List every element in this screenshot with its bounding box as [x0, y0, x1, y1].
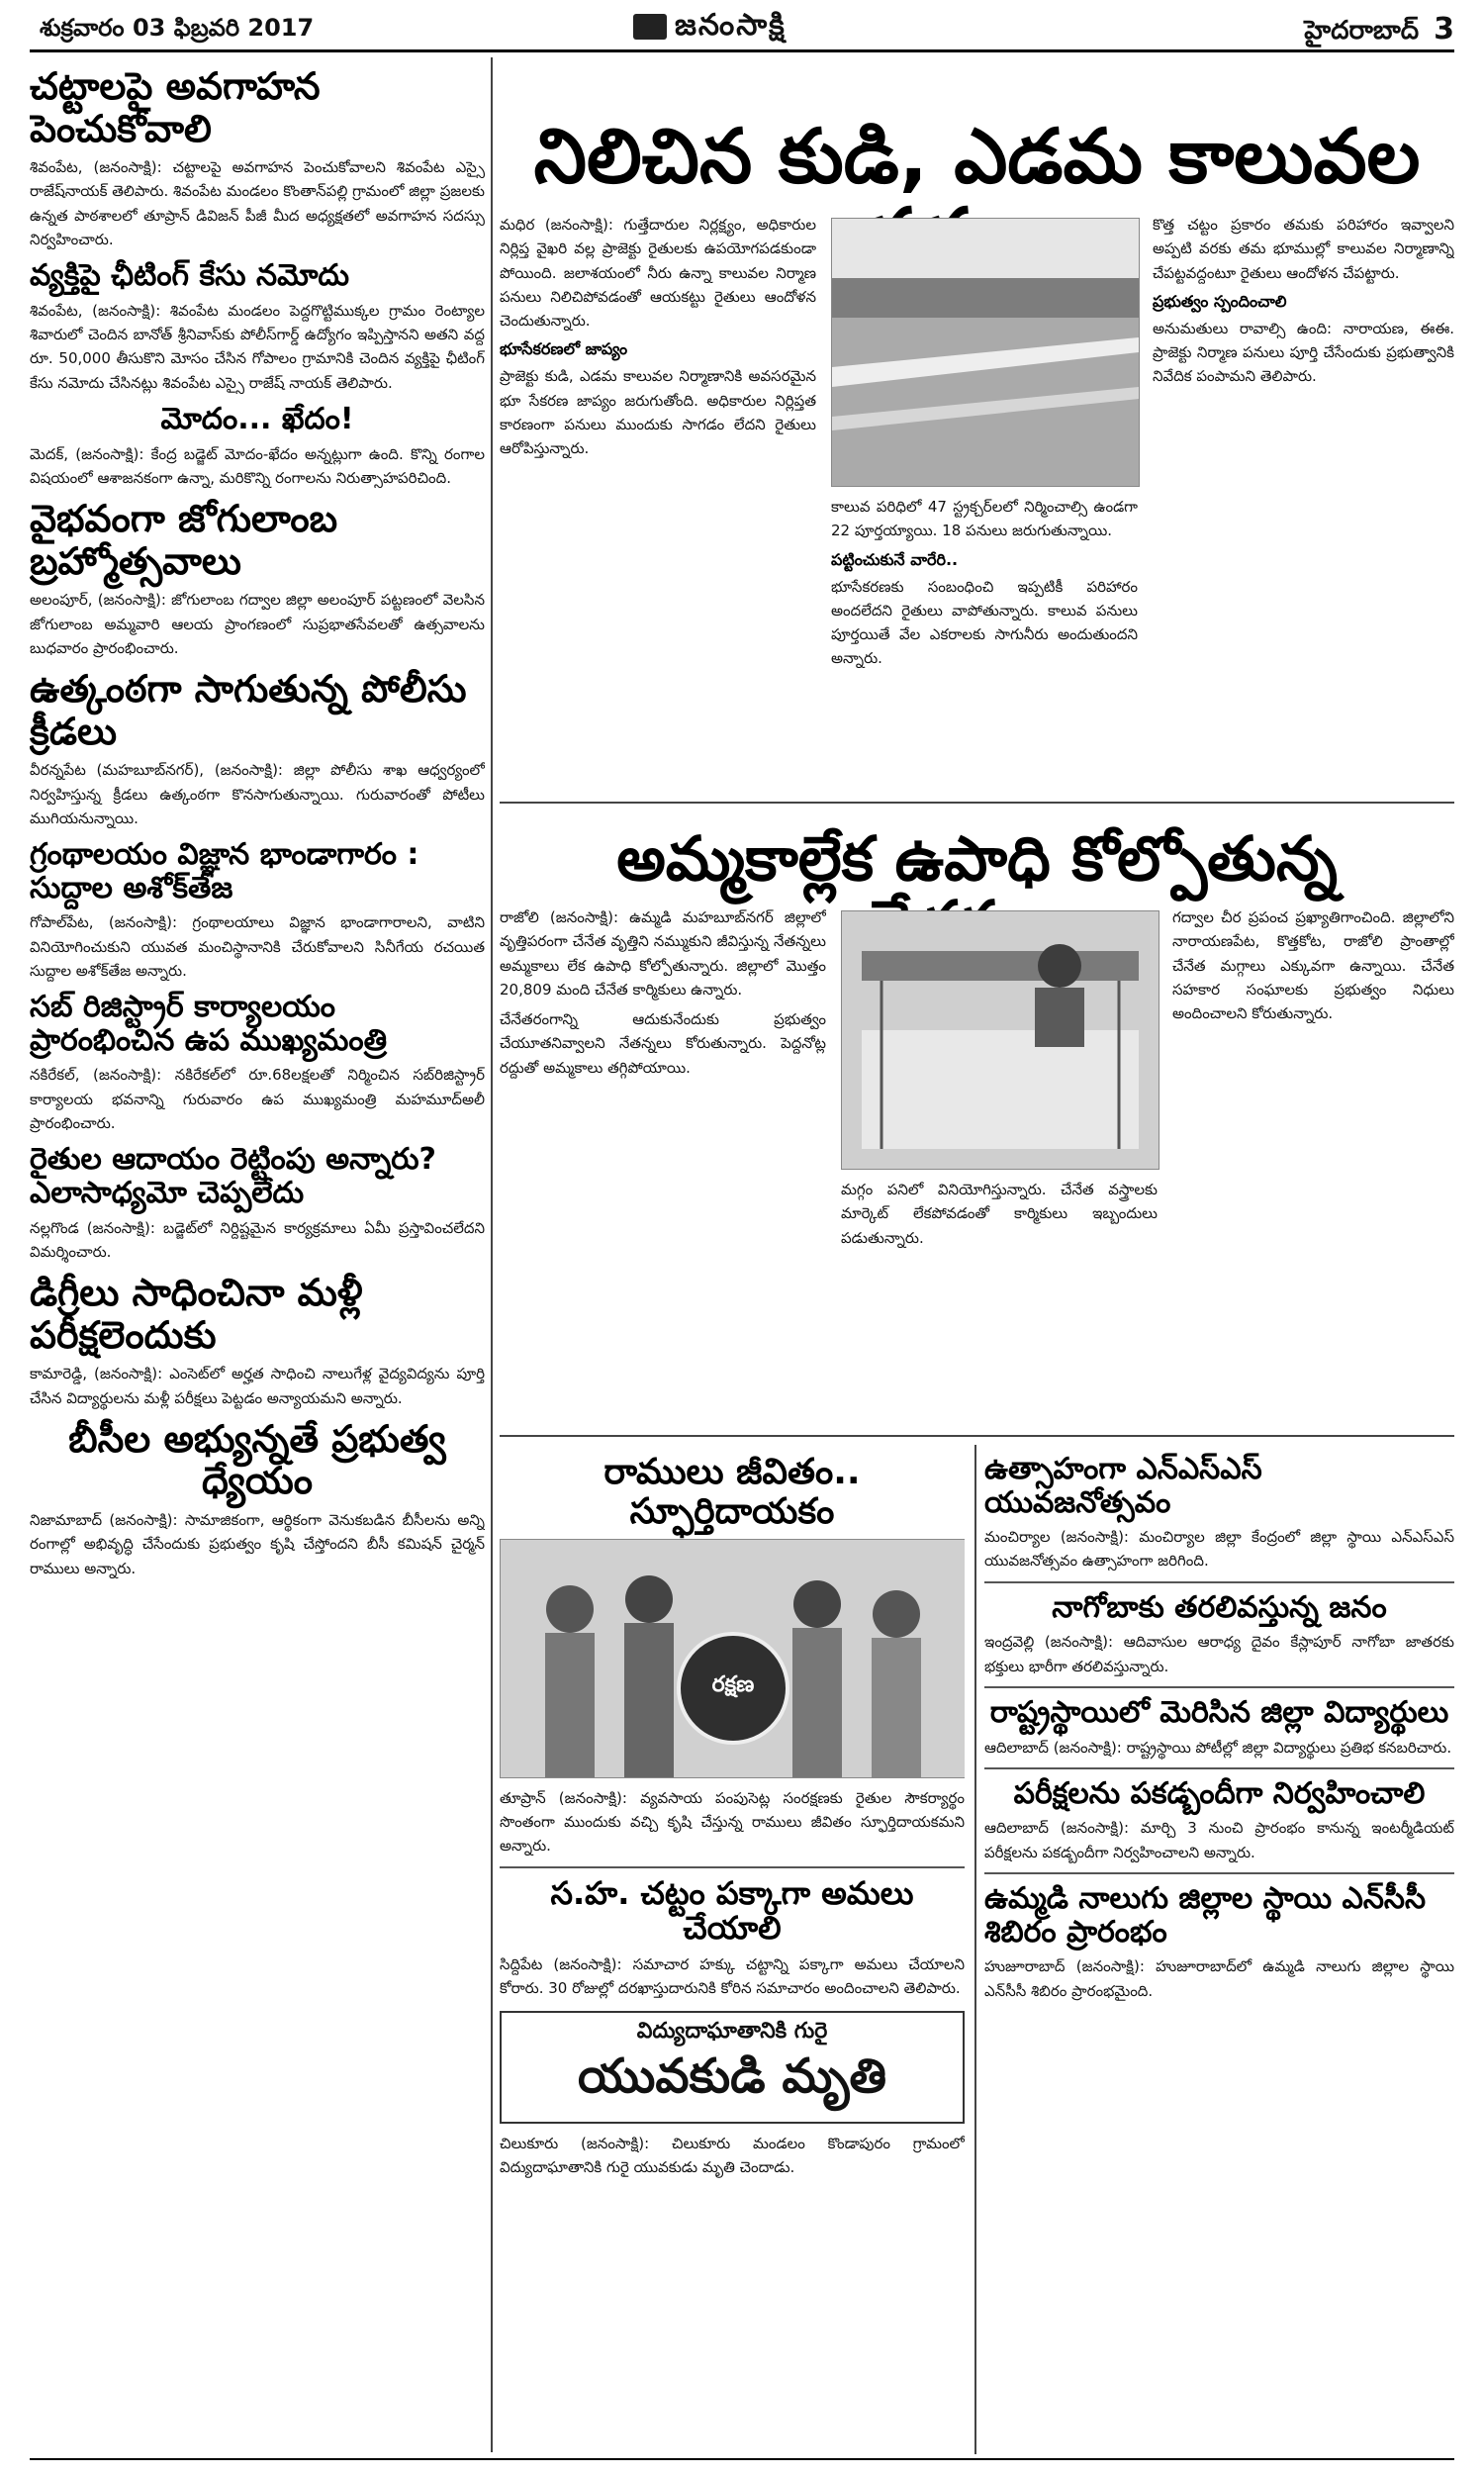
- article-headline: ఉమ్మడి నాలుగు జిల్లాల స్థాయి ఎన్‌సీసీ శిబిరం ప్రారంభం: [984, 1881, 1427, 1950]
- left-article-8: [30, 1143, 485, 1264]
- article-body: హుజూరాబాద్‌ (జనంసాక్షి): హుజూరాబాద్‌లో ఉమ్మడి నాలుగు జిల్లాల స్థాయి ఎన్‌సీసీ శిబిరం ప్రారంభమైంది.: [984, 1957, 1454, 2000]
- masthead-logo: [633, 8, 787, 49]
- article-body: మగ్గం పనిలో వినియోగిస్తున్నారు. చేనేత వస్త్రాలకు మార్కెట్‌ లేకపోవడంతో కార్మికులు ఇబ్బందులు పడుతున్నారు.: [841, 1181, 1158, 1247]
- left-article-1: [30, 65, 485, 251]
- article-headline: యువకుడి మృతి: [577, 2047, 886, 2104]
- article-body: కామారెడ్డి, (జనంసాక్షి): ఎంసెట్‌లో అర్హత సాధించి నాలుగేళ్ల వైద్యవిద్యను పూర్తి చేసిన విద్యార్థులను మళ్లీ పరీక్షలు పెట్టడం అన్యాయమని అన్నారు.: [30, 1365, 485, 1407]
- divider: [984, 1872, 1454, 1874]
- right-article-1: [984, 1453, 1454, 1573]
- logo-mark-icon: [633, 14, 667, 40]
- masthead-rule: [30, 49, 1454, 52]
- article-body: రాజోలి (జనంసాక్షి): ఉమ్మడి మహబూబ్‌నగర్‌ జిల్లాలో వృత్తిపరంగా చేనేత వృత్తిని నమ్ముకుని జీవిస్తున్న నేతన్నలు అమ్మకాలు లేక ఉపాధి కోల్పోతున్నారు. జిల్లాలో మొత్తం 20,809 మంది చేనేత కార్మికులు ఉన్నారు.: [500, 908, 826, 999]
- top-story-headline: నిలిచిన కుడి, ఎడమ కాలువల: [533, 112, 1421, 200]
- right-article-5: [984, 1882, 1454, 2003]
- masthead-date: శుక్రవారం 03 ఫిబ్రవరి 2017: [40, 14, 315, 42]
- top-story-col-2: [831, 495, 1138, 792]
- top-story-col-3: [1153, 213, 1454, 792]
- boxed-story: [500, 2011, 965, 2124]
- article-body: గోపాల్‌పేట, (జనంసాక్షి): గ్రంథాలయాలు విజ్ఞాన భాండాగారాలని, వాటిని వినియోగించుకుని యువత మంచిస్థానానికి చేరుకోవాలని సినీగేయ రచయిత సుద్దాల అశోక్‌తేజ అన్నారు.: [30, 913, 485, 980]
- article-body: సిద్దిపేట (జనంసాక్షి): సమాచార హక్కు చట్టాన్ని పక్కాగా అమలు చేయాలని కోరారు. 30 రోజుల్లో దరఖాస్తుదారునికి కోరిన సమాచారం అందించాలని తెలిపారు.: [500, 1955, 965, 1998]
- article-headline: రాష్ట్రస్థాయిలో మెరిసిన జిల్లా విద్యార్థులు: [989, 1694, 1449, 1730]
- group-illustration: [501, 1540, 965, 1777]
- article-body: నిజామాబాద్‌ (జనంసాక్షి): సామాజికంగా, ఆర్థికంగా వెనుకబడిన బీసీలను అన్ని రంగాల్లో అభివృద్ధి చేసేందుకు ప్రభుత్వం కృషి చేస్తోందని బీసీ కమిషన్‌ చైర్మన్‌ రాములు అన్నారు.: [30, 1510, 485, 1577]
- article-headline: రాములు జీవితం.. స్ఫూర్తిదాయకం: [603, 1452, 861, 1533]
- masthead-city: [1304, 12, 1454, 51]
- article-body: చేనేతరంగాన్ని ఆదుకునేందుకు ప్రభుత్వం చేయూతనివ్వాలని నేతన్నలు కోరుతున్నారు. పెద్దనోట్ల రద్దుతో అమ్మకాలు తగ్గిపోయాయి.: [500, 1010, 826, 1077]
- article-body: అనుమతులు రావాల్సి ఉంది: నారాయణ, ఈఈ. ప్రాజెక్టు నిర్మాణ పనులు పూర్తి చేసేందుకు ప్రభుత్వానికి నివేదిక పంపామని తెలిపారు.: [1153, 319, 1454, 386]
- column-divider: [491, 57, 493, 2452]
- second-story-col-1: [500, 905, 826, 1420]
- left-article-7: [30, 991, 485, 1135]
- article-body: శివంపేట, (జనంసాక్షి): శివంపేట మండలం పెద్దగొట్టిముక్కల గ్రామం రెంట్యాల శివారులో చెందిన బానోత్‌ శ్రీనివాస్‌కు పోలీస్‌గార్డ్‌ ఉద్యోగం ఇప్పిస్తానని అతని వద్ద రూ. 50,000 తీసుకొని మోసం చేసిన గోపాలం గ్రామానికి చెందిన వ్యక్తిపై ఛీటింగ్‌ కేసు నమోదు చేసినట్లు శివంపేట ఎస్సై రాజేష్‌ నాయక్‌ తెలిపారు.: [30, 301, 485, 392]
- article-headline: వైభవంగా జోగులాంబ బ్రహ్మోత్సవాలు: [30, 497, 338, 583]
- top-story-col-1: [500, 213, 816, 787]
- article-headline: గ్రంథాలయం విజ్ఞాన భాండాగారం : సుద్దాల అశోక్‌తేజ: [30, 837, 419, 905]
- article-body: ఇంద్రవెల్లి (జనంసాక్షి): ఆదివాసుల ఆరాధ్య దైవం కేస్లాపూర్‌ నాగోబా జాతరకు భక్తులు భారీగా తరలివస్తున్నారు.: [984, 1633, 1454, 1675]
- article-headline: మోదం... ఖేదం!: [160, 402, 354, 437]
- dam-photo: [831, 218, 1140, 487]
- right-article-3: [984, 1696, 1454, 1760]
- subheading: భూసేకరణలో జాప్యం: [500, 339, 628, 359]
- article-body: మెదక్‌, (జనంసాక్షి): కేంద్ర బడ్జెట్‌ మోదం-ఖేదం అన్నట్లుగా ఉంది. కొన్ని రంగాల విషయంలో ఆశాజనకంగా ఉన్నా, మరికొన్ని రంగాలను నిరుత్సాహపరిచింది.: [30, 444, 485, 487]
- article-headline: బీసీల అభ్యున్నతే ప్రభుత్వ ధ్యేయం: [68, 1416, 446, 1503]
- article-headline: పరీక్షలను పకడ్బందీగా నిర్వహించాలి: [1013, 1775, 1426, 1811]
- loom-illustration: [842, 911, 1159, 1169]
- right-article-2: [984, 1591, 1454, 1678]
- bottom-right-column: [984, 1445, 1454, 2454]
- left-column: [30, 57, 485, 2452]
- article-body: భూసేకరణకు సంబంధించి ఇప్పటికీ పరిహారం అందలేదని రైతులు వాపోతున్నారు. కాలువ పనులు పూర్తయితే వేల ఎకరాలకు సాగునీరు అందుతుందని అన్నారు.: [831, 577, 1138, 668]
- left-article-3: [30, 403, 485, 490]
- second-story-headline: అమ్మకాల్లేక ఉపాధి కోల్పోతున్న: [616, 822, 1338, 895]
- second-story-col-2: [841, 1178, 1158, 1425]
- article-headline: సబ్‌ రిజిస్ట్రార్‌ కార్యాలయం ప్రారంభించిన ఉప ముఖ్యమంత్రి: [30, 990, 388, 1058]
- section-divider: [500, 802, 1454, 804]
- section-divider: [500, 1435, 1454, 1437]
- subheading: ప్రభుత్వం స్పందించాలి: [1153, 291, 1287, 311]
- left-article-4: [30, 498, 485, 660]
- article-body: తూప్రాన్‌ (జనంసాక్షి): వ్యవసాయ పంపుసెట్ల సంరక్షణకు రైతుల సౌకర్యార్థం సొంతంగా ముందుకు వచ్చి కృషి చేస్తున్న రాములు జీవితం స్ఫూర్తిదాయకమని అన్నారు.: [500, 1788, 965, 1856]
- article-headline: నాగోబాకు తరలివస్తున్న జనం: [1052, 1589, 1387, 1625]
- article-body: శివంపేట, (జనంసాక్షి): చట్టాలపై అవగాహన పెంచుకోవాలని శివంపేట ఎస్సై రాజేష్‌నాయక్‌ తెలిపారు. శివంపేట మండలం కొంతాన్‌పల్లి గ్రామంలో జిల్లా ప్రజలకు ఉన్నత పాఠశాలలో తూప్రాన్‌ డివిజన్‌ పీజీ మీద అధ్యక్షతలో అవగాహన సదస్సు నిర్వహించారు.: [30, 158, 485, 248]
- article-body: కొత్త చట్టం ప్రకారం తమకు పరిహారం ఇవ్వాలని అప్పటి వరకు తమ భూముల్లో కాలువల నిర్మాణాన్ని చేపట్టవద్దంటూ రైతులు ఆందోళన చేపట్టారు.: [1153, 216, 1454, 282]
- bottom-left-block: [500, 1445, 965, 2454]
- divider: [984, 1686, 1454, 1688]
- divider: [500, 1866, 965, 1868]
- article-body: కాలువ పరిధిలో 47 స్ట్రక్చర్‌లలో నిర్మించాల్సి ఉండగా 22 పూర్తయ్యాయి. 18 పనులు జరుగుతున్నాయి.: [831, 498, 1138, 540]
- column-divider: [974, 1445, 976, 2454]
- left-article-9: [30, 1272, 485, 1410]
- article-body: మధిర (జనంసాక్షి): గుత్తేదారుల నిర్లక్ష్యం, అధికారుల నిర్లిప్త వైఖరి వల్ల ప్రాజెక్టు రైతులకు ఉపయోగపడకుండా పోయింది. జలాశయంలో నీరు ఉన్నా కాలువల నిర్మాణ పనులు నిలిచిపోవడంతో ఆయకట్టు రైతులు ఆందోళన చెందుతున్నారు.: [500, 216, 816, 331]
- page-number: 3: [1434, 12, 1454, 47]
- left-article-5: [30, 668, 485, 830]
- page-bottom-rule: [30, 2458, 1454, 2460]
- article-body: ఆదిలాబాద్‌ (జనంసాక్షి): మార్చి 3 నుంచి ప్రారంభం కానున్న ఇంటర్మీడియట్‌ పరీక్షలను పకడ్బందీగా నిర్వహించాలని అన్నారు.: [984, 1819, 1454, 1861]
- photo-sign-text: రక్షణ: [711, 1671, 755, 1697]
- article-body: ఆదిలాబాద్‌ (జనంసాక్షి): రాష్ట్రస్థాయి పోటీల్లో జిల్లా విద్యార్థులు ప్రతిభ కనబరిచారు.: [984, 1738, 1452, 1757]
- article-headline: డిగ్రీలు సాధించినా మళ్లీ పరీక్షలెందుకు: [30, 1271, 363, 1357]
- article-headline: రైతుల ఆదాయం రెట్టింపు అన్నారు? ఎలాసాధ్యమో చెప్పలేదు: [30, 1142, 436, 1210]
- left-article-10: [30, 1418, 485, 1580]
- article-body: అలంపూర్‌, (జనంసాక్షి): జోగులాంబ గద్వాల జిల్లా అలంపూర్‌ పట్టణంలో వెలసిన జోగులాంబ అమ్మవారి ఆలయ ప్రాంగణంలో సుప్రభాతసేవలతో ఉత్సవాలను బుధవారం ప్రారంభించారు.: [30, 591, 485, 657]
- article-headline: వ్యక్తిపై ఛీటింగ్‌ కేసు నమోదు: [30, 258, 349, 294]
- article-body: వీరన్నపేట (మహబూబ్‌నగర్‌), (జనంసాక్షి): జిల్లా పోలీసు శాఖ ఆధ్వర్యంలో నిర్వహిస్తున్న క్రీడలు ఉత్కంఠగా కొనసాగుతున్నాయి. గురువారంతో పోటీలు ముగియనున్నాయి.: [30, 761, 485, 827]
- article-body: మంచిర్యాల (జనంసాక్షి): మంచిర్యాల జిల్లా కేంద్రంలో జిల్లా స్థాయి ఎన్‌ఎస్‌ఎస్‌ యువజనోత్సవం ఉత్సాహంగా జరిగింది.: [984, 1528, 1454, 1571]
- article-headline: ఉత్సాహంగా ఎన్‌ఎస్‌ఎస్‌ యువజనోత్సవం: [984, 1452, 1262, 1520]
- divider: [984, 1767, 1454, 1769]
- article-headline: స.హ. చట్టం పక్కాగా అమలు చేయాలి: [550, 1873, 914, 1948]
- weaver-photo: [841, 910, 1159, 1170]
- dam-illustration: [832, 219, 1139, 486]
- story-kicker: విద్యుదాఘాతానికి గురై: [636, 2018, 828, 2044]
- article-body: చిలుకూరు (జనంసాక్షి): చిలుకూరు మండలం కొండాపురం గ్రామంలో విద్యుదాఘాతానికి గురై యువకుడు మృతి చెందాడు.: [500, 2134, 965, 2177]
- article-body: ప్రాజెక్టు కుడి, ఎడమ కాలువల నిర్మాణానికి అవసరమైన భూ సేకరణ జాప్యం జరుగుతోంది. అధికారుల నిర్లిప్తత కారణంగా పనులు ముందుకు సాగడం లేదని రైతులు ఆరోపిస్తున్నారు.: [500, 367, 816, 458]
- left-article-2: [30, 259, 485, 395]
- logo-text: జనంసాక్షి: [675, 8, 787, 43]
- left-article-6: [30, 838, 485, 983]
- city-name: హైదరాబాద్: [1304, 16, 1420, 46]
- divider: [984, 1581, 1454, 1583]
- second-story-col-3: [1172, 905, 1454, 1420]
- article-body: నల్లగొండ (జనంసాక్షి): బడ్జెట్‌లో నిర్దిష్టమైన కార్యక్రమాలు ఏమీ ప్రస్తావించలేదని విమర్శించారు.: [30, 1218, 485, 1261]
- article-body: నకిరేకల్‌, (జనంసాక్షి): నకిరేకల్‌లో రూ.68లక్షలతో నిర్మించిన సబ్‌రిజిస్ట్రార్‌ కార్యాలయ భవనాన్ని గురువారం ఉప ముఖ్యమంత్రి మహమూద్‌అలీ ప్రారంభించారు.: [30, 1066, 485, 1133]
- article-headline: ఉత్కంఠగా సాగుతున్న పోలీసు క్రీడలు: [30, 667, 467, 753]
- right-article-4: [984, 1777, 1454, 1864]
- article-body: గద్వాల చీర ప్రపంచ ప్రఖ్యాతిగాంచింది. జిల్లాలోని నారాయణపేట, కొత్తకోట, రాజోలి ప్రాంతాల్లో చేనేత మగ్గాలు ఎక్కువగా ఉన్నాయి. చేనేత సహకార సంఘాలకు ప్రభుత్వం నిధులు అందించాలని కోరుతున్నారు.: [1172, 908, 1454, 1023]
- group-photo: [500, 1539, 965, 1778]
- article-headline: చట్టాలపై అవగాహన పెంచుకోవాలి: [30, 64, 321, 150]
- subheading: పట్టించుకునే వారేరి..: [831, 549, 959, 569]
